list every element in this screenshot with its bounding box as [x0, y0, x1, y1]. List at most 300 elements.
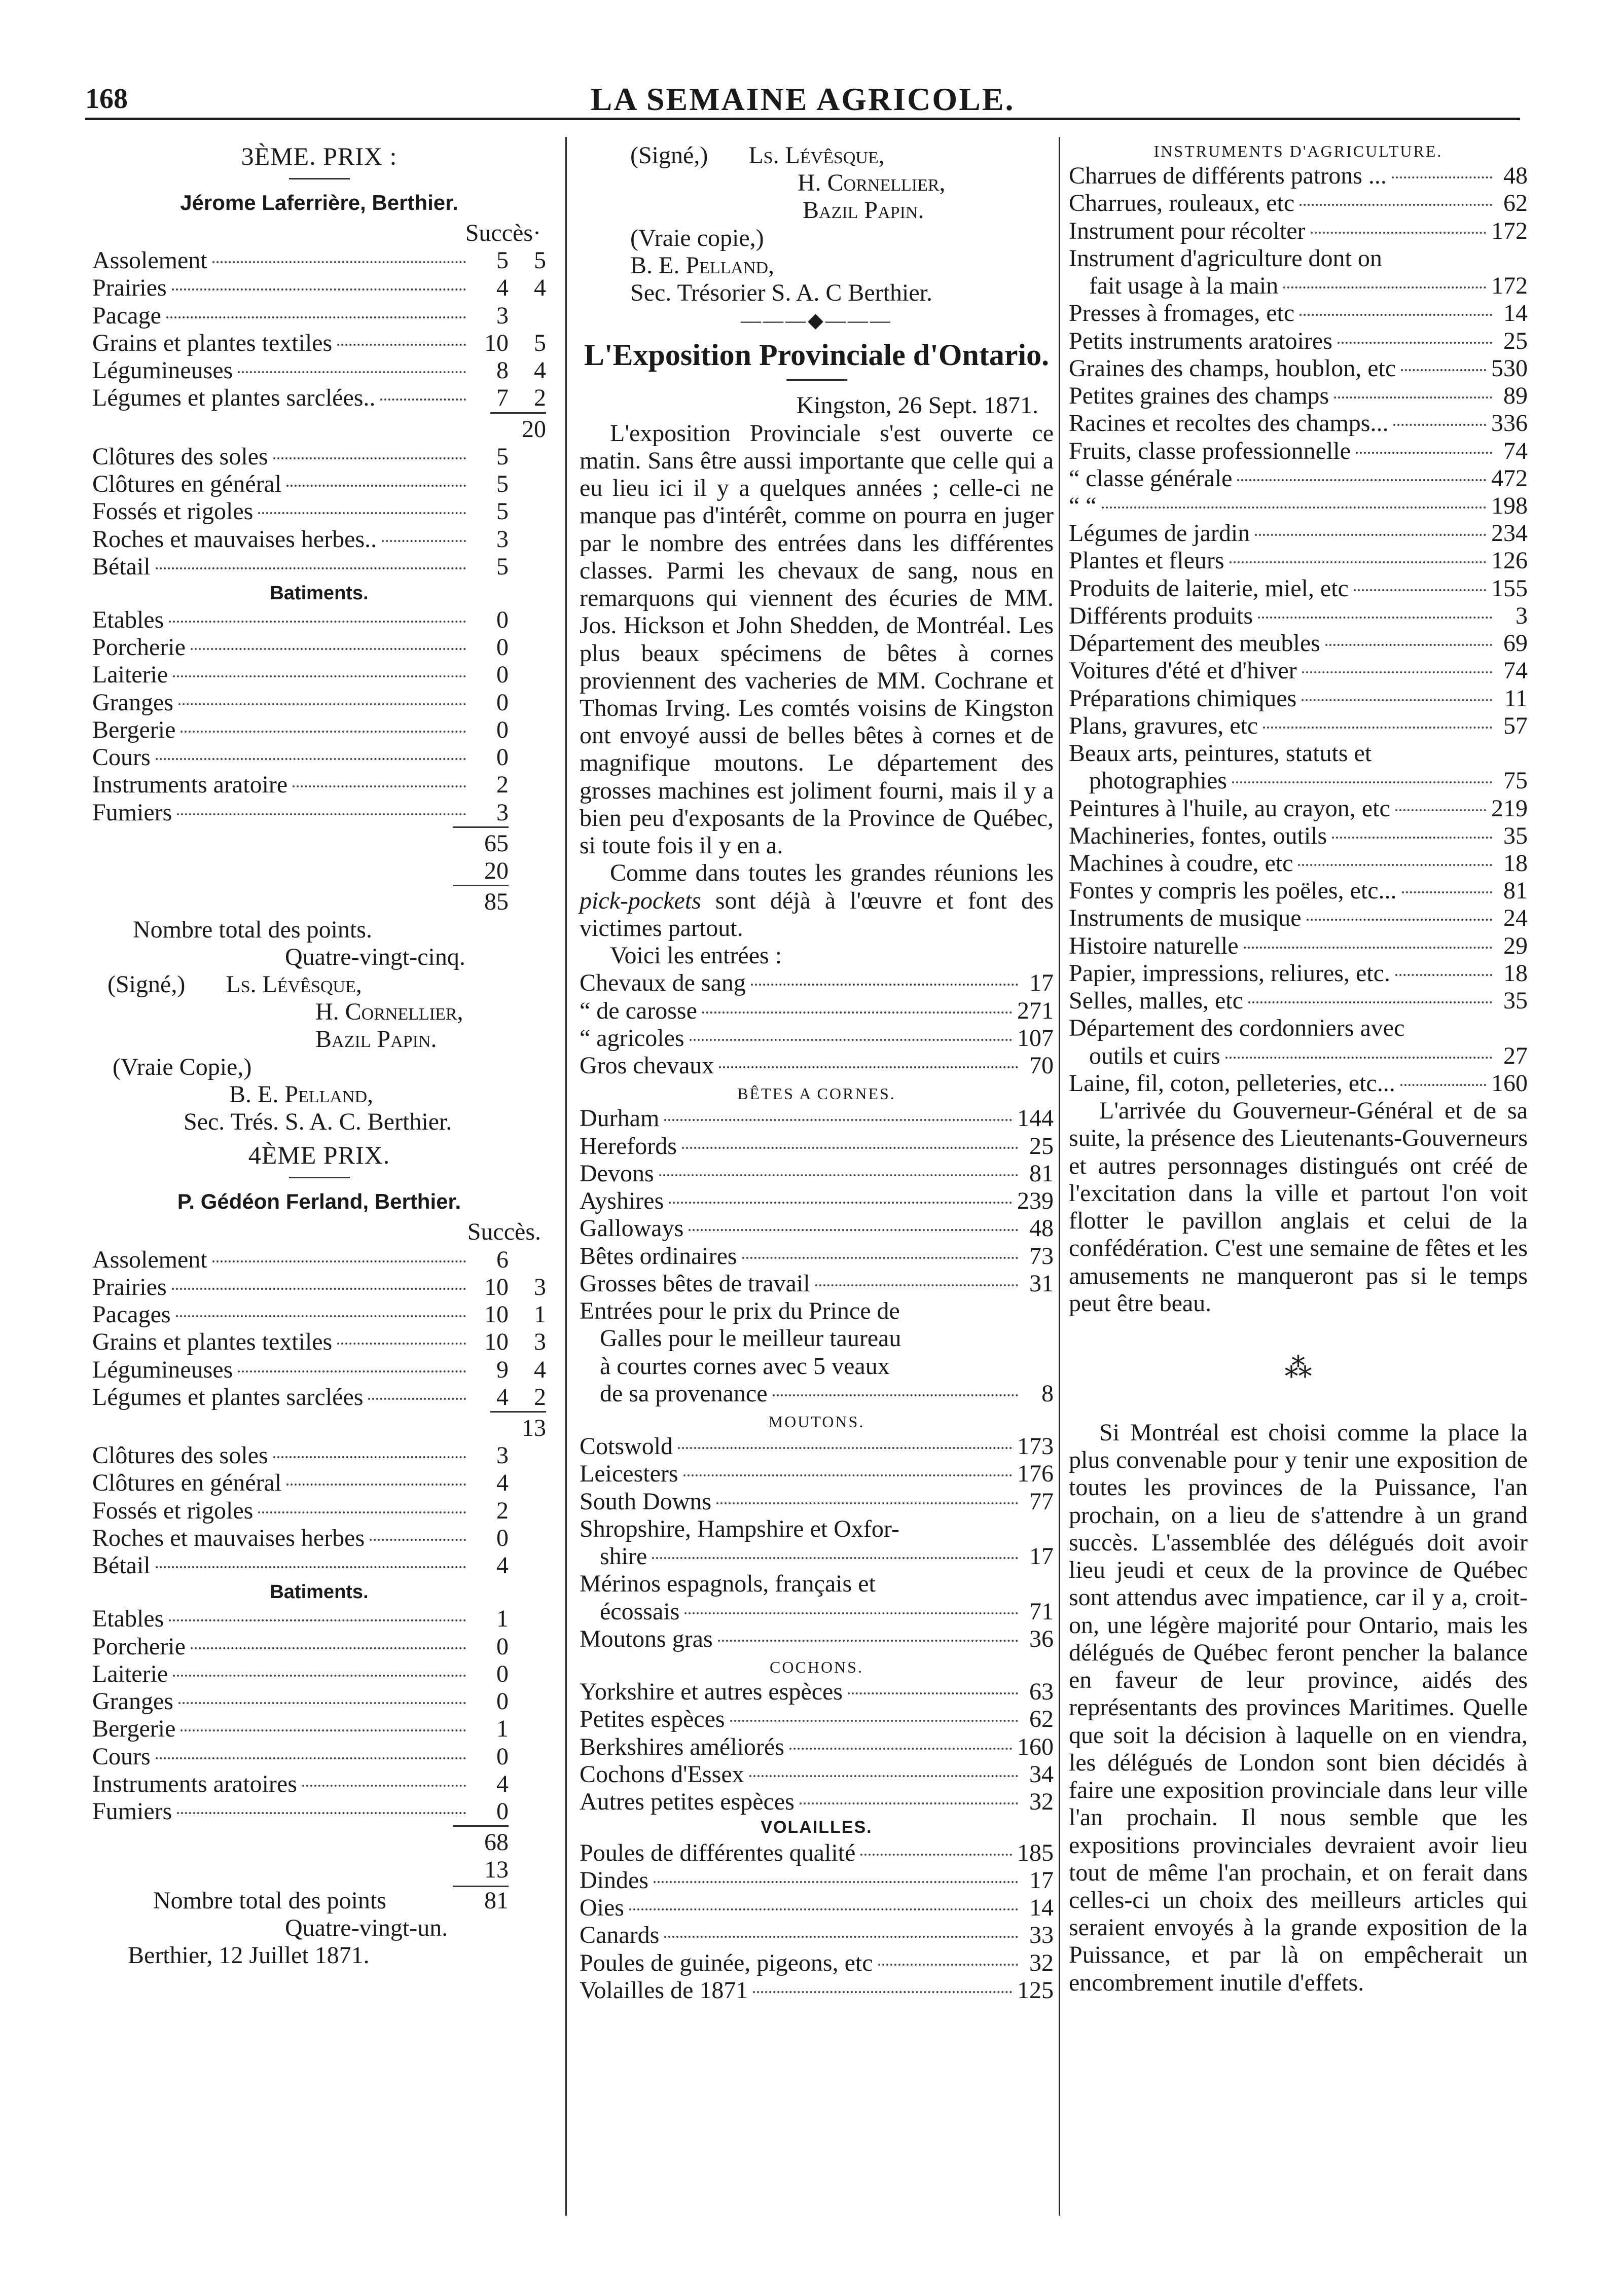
dot-leader	[238, 371, 466, 373]
total: 85	[92, 885, 546, 916]
item-label: Autres petites espèces	[580, 1788, 795, 1816]
item-label: Laiterie	[92, 661, 168, 689]
score-value: 4	[496, 1552, 509, 1579]
list-item	[92, 330, 546, 357]
score-value: 4	[496, 274, 509, 302]
sum: 13	[484, 1856, 509, 1884]
list-item	[92, 634, 546, 661]
item-label: Chevaux de sang	[580, 969, 746, 997]
prize4-title: 4ÈME PRIX.	[248, 1141, 390, 1170]
dot-leader	[178, 1702, 466, 1704]
signature: Ls. Lévêsque,	[226, 970, 362, 998]
item-label: Leicesters	[580, 1460, 678, 1488]
dot-leader	[730, 1720, 1018, 1722]
dot-leader	[156, 758, 466, 760]
list-item	[92, 1442, 546, 1469]
list-item	[580, 1052, 1054, 1079]
copy-name: B. E. Pelland,	[630, 251, 774, 279]
dot-leader	[1392, 176, 1492, 178]
list-item	[92, 247, 546, 274]
item-label: Peintures à l'huile, au crayon, etc	[1069, 794, 1390, 822]
item-label: Fontes y compris les poëles, etc...	[1069, 877, 1397, 905]
item-label: Granges	[92, 689, 173, 716]
list-item	[1069, 905, 1528, 932]
score-value: 4	[496, 1383, 509, 1411]
item-label: Fruits, classe professionnelle	[1069, 437, 1351, 464]
entry-count: 126	[1491, 547, 1528, 574]
prize3-scores-a	[92, 247, 546, 412]
instruments-heading: INSTRUMENTS D'AGRICULTURE.	[1153, 142, 1443, 160]
dot-leader	[293, 785, 466, 787]
list-item	[92, 771, 546, 799]
list-item	[1069, 300, 1528, 327]
instrument-entries	[1069, 300, 1528, 740]
dot-leader	[800, 1802, 1018, 1804]
dot-leader	[1244, 947, 1492, 949]
dot-leader	[191, 648, 466, 650]
list-item	[580, 969, 1054, 997]
list-item	[92, 1660, 546, 1688]
entry-count: 48	[1029, 1215, 1054, 1242]
score-value: 5	[496, 498, 509, 525]
score-value: 10	[484, 1273, 509, 1300]
total-label: Nombre total des points	[153, 1887, 386, 1914]
item-label: Différents produits	[1069, 602, 1253, 629]
list-item	[92, 443, 546, 471]
item-label: Ayshires	[580, 1187, 664, 1215]
item-label: Clôtures en général	[92, 1469, 282, 1497]
item-label: Charrues, rouleaux, etc	[1069, 190, 1295, 217]
signature-line	[92, 971, 546, 998]
list-item	[92, 1356, 546, 1384]
signature: H. Cornellier,	[315, 998, 463, 1026]
item-label: Dindes	[580, 1866, 648, 1894]
subtotal: 20	[92, 412, 546, 443]
item-label: Etables	[92, 1605, 164, 1633]
dot-leader	[173, 1675, 466, 1677]
list-item	[92, 498, 546, 525]
item-label: Selles, malles, etc	[1069, 987, 1243, 1015]
signed-label: (Signé,)	[107, 970, 186, 998]
dot-leader	[258, 1511, 466, 1513]
item-label: Préparations chimiques	[1069, 684, 1297, 712]
success-value: 4	[534, 357, 546, 384]
item-label: Petites espèces	[580, 1706, 725, 1733]
dot-leader	[166, 316, 466, 318]
item-label: Poules de différentes qualité	[580, 1839, 856, 1866]
list-item	[1069, 190, 1528, 217]
item-label: Fossés et rigoles	[92, 498, 254, 525]
dot-leader	[176, 1315, 466, 1317]
dot-leader	[169, 1619, 466, 1621]
dot-leader	[848, 1692, 1018, 1694]
dot-leader	[1354, 589, 1486, 591]
success-value: 1	[534, 1301, 546, 1328]
score-value: 10	[484, 329, 509, 356]
item-label: Plans, gravures, etc	[1069, 712, 1258, 739]
list-item	[580, 1187, 1054, 1215]
article-title: L'Exposition Provinciale d'Ontario.	[584, 338, 1050, 372]
item-label: Granges	[92, 1688, 173, 1715]
copy-label: (Vraie Copie,)	[113, 1053, 252, 1080]
item-label: Bétail	[92, 553, 151, 580]
item-label: Pacage	[92, 302, 161, 329]
total-line	[92, 1884, 546, 1914]
cattle-heading: BÊTES A CORNES.	[737, 1085, 896, 1103]
list-item	[1069, 382, 1528, 410]
list-item	[1069, 630, 1528, 657]
signed-label: (Signé,)	[630, 142, 708, 169]
item-label: Cotswold	[580, 1433, 673, 1460]
sheep-entry: Moutons gras 36	[580, 1625, 1054, 1652]
prize4-scores-b	[92, 1442, 546, 1579]
entry-count: 74	[1503, 437, 1528, 464]
dot-leader	[1255, 534, 1486, 536]
dot-leader	[337, 1343, 466, 1345]
succes-heading: Succès·	[465, 219, 541, 246]
success-value: 4	[534, 274, 546, 302]
instrument-entries	[1069, 795, 1528, 1015]
list-item	[580, 1867, 1054, 1894]
item-label: “ de carosse	[580, 997, 697, 1024]
score-value: 0	[496, 606, 509, 633]
entry-count: 29	[1503, 932, 1528, 959]
item-label: Prairies	[92, 1273, 167, 1300]
item-label: Etables	[92, 606, 164, 633]
list-item	[92, 1743, 546, 1770]
entry-count: 74	[1503, 657, 1528, 684]
prize4-name: P. Gédéon Ferland, Berthier.	[177, 1189, 461, 1213]
entry-count: 81	[1503, 877, 1528, 905]
item-label: Herefords	[580, 1132, 677, 1160]
dot-leader	[212, 261, 466, 263]
cattle-entries	[580, 1105, 1054, 1297]
dot-leader	[302, 1785, 466, 1787]
dot-leader	[1258, 617, 1492, 619]
list-item	[92, 1715, 546, 1743]
entry-count: 18	[1503, 959, 1528, 987]
item-label: Fumiers	[92, 799, 172, 826]
item-label: Poules de guinée, pigeons, etc	[580, 1949, 873, 1976]
horse-entries	[580, 969, 1054, 1079]
score-value: 0	[496, 661, 509, 689]
item-label: Canards	[580, 1922, 660, 1949]
item-label: Fumiers	[92, 1797, 172, 1825]
success-value: 3	[534, 1328, 546, 1356]
item-label: Cours	[92, 744, 151, 771]
list-item	[1069, 795, 1528, 822]
entry-count: 11	[1504, 684, 1528, 712]
list-item	[92, 744, 546, 771]
list-item	[92, 661, 546, 689]
score-value: 5	[496, 247, 509, 274]
score-value: 5	[496, 553, 509, 580]
signature: Ls. Lévêsque,	[748, 142, 885, 169]
prize4-buildings	[92, 1605, 546, 1825]
item-label: Assolement	[92, 247, 207, 274]
entry-count: 198	[1491, 492, 1528, 519]
dot-leader	[273, 457, 466, 459]
dot-leader	[1237, 479, 1486, 481]
entry-count: 336	[1491, 410, 1528, 437]
entry-count: 77	[1029, 1488, 1054, 1515]
score-value: 0	[496, 716, 509, 743]
entry-count: 89	[1503, 382, 1528, 410]
item-label: Cochons d'Essex	[580, 1760, 744, 1788]
column-3	[1069, 142, 1528, 1997]
list-item	[1069, 547, 1528, 574]
dot-leader	[337, 344, 466, 346]
entry-count: 219	[1491, 794, 1528, 822]
dot-leader	[1298, 864, 1492, 866]
item-label: Laine, fil, coton, pelleteries, etc...	[1069, 1069, 1395, 1097]
dot-leader	[177, 813, 466, 815]
dot-leader	[1263, 727, 1492, 729]
score-value: 4	[496, 1469, 509, 1497]
item-label: Légumineuses	[92, 357, 233, 384]
success-value: 5	[534, 247, 546, 274]
list-item	[580, 1733, 1054, 1761]
item-label: Pacages	[92, 1301, 171, 1328]
instrument-entry: Instrument d'agriculture dont on fait usage à la main 172	[1069, 244, 1528, 300]
dot-leader	[629, 1908, 1018, 1910]
dot-leader	[181, 1729, 466, 1731]
dot-leader	[1401, 369, 1486, 371]
buildings-heading: Batiments.	[270, 583, 369, 604]
list-item	[580, 1270, 1054, 1297]
entry-count: 530	[1491, 354, 1528, 382]
entry-count: 17	[1029, 969, 1054, 997]
divider	[289, 178, 350, 179]
score-value: 2	[496, 771, 509, 799]
dot-leader	[1325, 644, 1492, 646]
item-label: Assolement	[92, 1246, 207, 1273]
entry-count: 32	[1029, 1788, 1054, 1816]
divider	[786, 379, 847, 381]
list-item	[1069, 932, 1528, 960]
total-label: Nombre total des points.	[133, 916, 372, 943]
list-item	[92, 302, 546, 330]
entry-count: 69	[1503, 630, 1528, 657]
score-value: 5	[496, 443, 509, 470]
success-value: 2	[534, 1383, 546, 1411]
score-value: 0	[496, 1743, 509, 1770]
item-label: Devons	[580, 1160, 654, 1187]
sheep-heading: MOUTONS.	[768, 1412, 865, 1431]
copy-name: B. E. Pelland,	[229, 1080, 373, 1108]
item-label: Durham	[580, 1105, 660, 1132]
list-item	[92, 799, 546, 826]
instrument-entry: Département des cordonniers avec outils et cuirs 27	[1069, 1015, 1528, 1069]
item-label: Fossés et rigoles	[92, 1497, 254, 1524]
prize3-title: 3ÈME. PRIX :	[241, 142, 398, 170]
item-label: “ agricoles	[580, 1024, 684, 1052]
dot-leader	[860, 1854, 1012, 1856]
dot-leader	[751, 984, 1018, 986]
item-label: Légumineuses	[92, 1356, 233, 1383]
dot-leader	[1356, 452, 1492, 454]
list-item	[92, 1552, 546, 1579]
entry-count: 25	[1503, 327, 1528, 354]
score-value: 6	[496, 1246, 509, 1273]
item-label: Cours	[92, 1743, 151, 1770]
page-number: 168	[85, 83, 128, 115]
item-label: Voitures d'été et d'hiver	[1069, 657, 1297, 684]
item-label: Bergerie	[92, 716, 176, 743]
list-item	[92, 1798, 546, 1825]
list-item	[92, 1328, 546, 1356]
prize4-scores-a	[92, 1246, 546, 1411]
item-label: Histoire naturelle	[1069, 932, 1239, 959]
dot-leader	[1334, 396, 1492, 399]
total-words: Quatre-vingt-cinq.	[285, 943, 465, 970]
item-label: “ classe générale	[1069, 464, 1233, 492]
score-value: 0	[496, 744, 509, 771]
item-label: Grains et plantes textiles	[92, 1328, 333, 1356]
subtotal: 13	[92, 1411, 546, 1442]
instrument-entry: Beaux arts, peintures, statuts et photographies 75	[1069, 740, 1528, 794]
divider	[289, 1177, 350, 1178]
item-label: Oies	[580, 1894, 624, 1922]
dot-leader	[878, 1964, 1018, 1966]
prince-entry: Entrées pour le prix du Prince de Galles pour le meilleur taureau à courtes cornes avec 5 veaux de sa provenance 8	[580, 1297, 1054, 1407]
item-label: Clôtures des soles	[92, 443, 268, 470]
list-item	[580, 1894, 1054, 1922]
dot-leader	[690, 1039, 1012, 1041]
score-value: 0	[496, 1797, 509, 1825]
dot-leader	[1230, 561, 1486, 563]
item-label: Machines à coudre, etc	[1069, 850, 1293, 877]
list-item	[1069, 438, 1528, 465]
list-item	[580, 1433, 1054, 1460]
item-label: Clôtures des soles	[92, 1442, 268, 1469]
dot-leader	[669, 1202, 1012, 1204]
sheep-entries	[580, 1433, 1054, 1515]
list-item	[580, 1105, 1054, 1132]
success-value: 5	[534, 329, 546, 356]
list-item	[580, 1133, 1054, 1160]
entry-count: 185	[1017, 1839, 1054, 1866]
entry-count: 81	[1029, 1160, 1054, 1187]
column-1	[92, 142, 546, 1969]
list-item	[580, 1788, 1054, 1816]
list-item	[1069, 657, 1528, 684]
entry-count: 144	[1017, 1105, 1054, 1132]
dot-leader	[654, 1881, 1018, 1883]
entry-count: 107	[1017, 1024, 1054, 1052]
item-label: Bêtes ordinaires	[580, 1242, 737, 1270]
entries-intro: Voici les entrées :	[610, 942, 782, 969]
dot-leader	[212, 1260, 466, 1262]
item-label: Légumes et plantes sarclées	[92, 1383, 364, 1411]
item-label: Petites graines des champs	[1069, 382, 1329, 410]
list-item	[92, 357, 546, 384]
item-label: Bétail	[92, 1552, 151, 1579]
entry-count: 172	[1491, 217, 1528, 244]
list-item	[580, 1761, 1054, 1788]
list-item	[1069, 960, 1528, 987]
article-paragraph: L'exposition Provinciale s'est ouverte ce matin. Sans être aussi importante que celle qui a eu lieu ici il y a quelques années ; celle-ci ne manque pas d'intérêt, comme on pourra en juger par le nombre des entrées dans les différentes classes. Parmi les chevaux de sang, nous en remarquons qui viennent des écuries de MM. Jos. Hickson et John Shedden, de Montréal. Les plus beaux spécimens de bêtes à cornes proviennent des vacheries de MM. Cochrane et Thomas Irving. Les comtés voisins de Kingston ont envoyé aussi de belles bêtes à cornes et de magnifique moutons. Le département des grosses machines est joliment fourni, mais il y a bien peu d'exposants de la Province de Québec, si toute fois il y en a.	[580, 419, 1054, 859]
list-item	[1069, 822, 1528, 850]
score-value: 1	[496, 1715, 509, 1743]
entry-count: 35	[1503, 987, 1528, 1015]
score-value: 0	[496, 689, 509, 716]
list-item	[580, 1215, 1054, 1242]
dot-leader	[286, 1484, 466, 1486]
page-header	[85, 81, 1520, 120]
dot-leader	[273, 1456, 466, 1458]
dot-leader	[172, 288, 466, 291]
success-value: 3	[534, 1273, 546, 1300]
dot-leader	[742, 1257, 1018, 1259]
dot-leader	[1395, 974, 1492, 976]
score-value: 0	[496, 1633, 509, 1660]
score-value: 0	[496, 634, 509, 661]
item-label: Volailles de 1871	[580, 1976, 748, 2004]
score-value: 4	[496, 1770, 509, 1797]
entry-count: 160	[1491, 1069, 1528, 1097]
list-item	[1069, 685, 1528, 712]
score-value: 3	[496, 1442, 509, 1469]
list-item	[92, 1497, 546, 1525]
item-label: Instruments aratoires	[92, 1770, 297, 1797]
list-item	[580, 997, 1054, 1025]
dot-leader	[1400, 1084, 1486, 1086]
entry-count: 33	[1029, 1922, 1054, 1949]
prize3-name: Jérome Laferrière, Berthier.	[180, 190, 458, 214]
entry-count: 271	[1017, 997, 1054, 1024]
signature: Bazil Papin.	[315, 1026, 437, 1053]
list-item	[92, 606, 546, 634]
entry-count: 3	[1515, 602, 1528, 629]
list-item	[92, 1525, 546, 1552]
article-paragraph: L'arrivée du Gouverneur-Général et de sa suite, la présence des Lieutenants-Gouverneurs et autres personnages distingués ont créé de l'excitation dans la ville et partout l'on voit flotter le pavillon anglais et celui de la confédération. C'est une semaine de fêtes et les amusements ne manqueront pas si le temps peut être beau.	[1069, 1097, 1528, 1317]
entry-count: 125	[1017, 1976, 1054, 2004]
item-label: Produits de laiterie, miel, etc	[1069, 574, 1349, 602]
item-label: Légumes et plantes sarclées..	[92, 384, 376, 412]
list-item	[92, 1301, 546, 1328]
score-value: 5	[496, 471, 509, 498]
list-item	[1069, 602, 1528, 630]
item-label: Papier, impressions, reliures, etc.	[1069, 959, 1390, 987]
dot-leader	[1395, 809, 1486, 811]
list-item	[1069, 1070, 1528, 1097]
dot-leader	[678, 1447, 1012, 1449]
dot-leader	[1393, 424, 1486, 426]
dot-leader	[370, 1539, 466, 1541]
dot-leader	[683, 1474, 1012, 1476]
entry-count: 18	[1503, 850, 1528, 877]
list-item	[92, 1605, 546, 1633]
entry-count: 239	[1017, 1187, 1054, 1215]
list-item	[92, 384, 546, 412]
list-item	[92, 689, 546, 716]
dot-leader	[753, 1991, 1012, 1993]
dot-leader	[172, 1288, 466, 1290]
item-label: Yorkshire et autres espèces	[580, 1678, 843, 1706]
dot-leader	[191, 1647, 466, 1649]
journal-title: LA SEMAINE AGRICOLE.	[590, 81, 1015, 117]
item-label: Prairies	[92, 274, 167, 302]
item-label: Clôtures en général	[92, 471, 282, 498]
entry-count: 14	[1029, 1894, 1054, 1922]
item-label: Presses à fromages, etc	[1069, 300, 1295, 327]
dot-leader	[1402, 891, 1492, 893]
signature: Bazil Papin.	[803, 197, 924, 224]
list-item	[92, 526, 546, 553]
asterism: ⁂	[1284, 1353, 1312, 1383]
list-item	[580, 1160, 1054, 1187]
